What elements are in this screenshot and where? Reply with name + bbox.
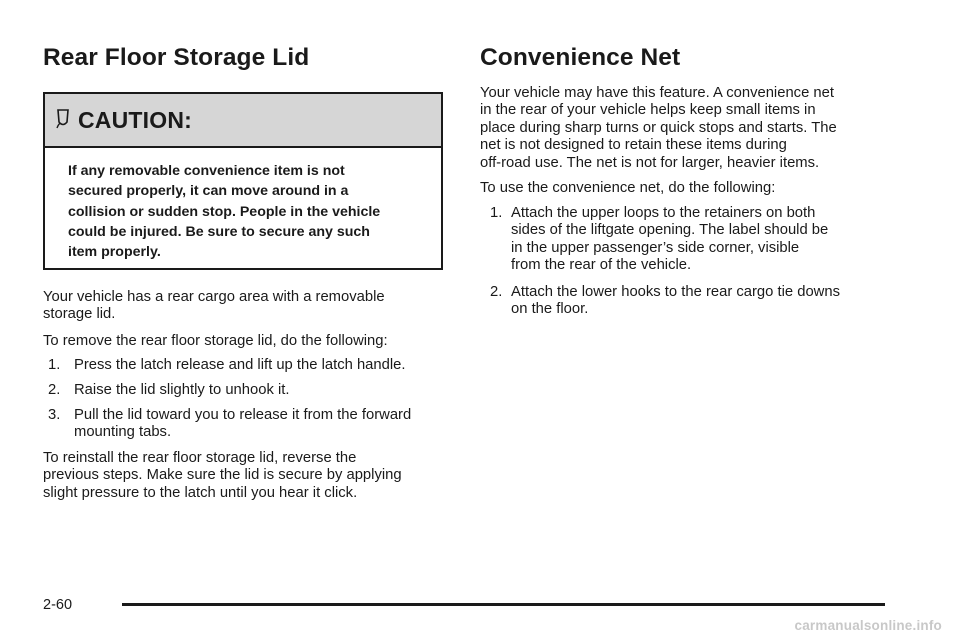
remove-lead: To remove the rear floor storage lid, do the following: xyxy=(43,333,388,349)
text-line: in the rear of your vehicle helps keep small items in xyxy=(480,102,816,119)
list-item xyxy=(490,284,890,319)
use-lead: To use the convenience net, do the following: xyxy=(480,180,776,196)
text-line: Your vehicle has a rear cargo area with a removable xyxy=(43,289,385,305)
step-text: Attach the upper loops to the retainers on both xyxy=(511,205,816,221)
caution-icon xyxy=(55,109,71,129)
footer-divider xyxy=(122,603,885,606)
list-item xyxy=(490,205,890,275)
list-item xyxy=(48,357,443,374)
step-number: 1. xyxy=(490,205,503,221)
step-text: Press the latch release and lift up the latch handle. xyxy=(74,357,406,373)
step-number: 2. xyxy=(490,284,503,300)
step-text: Pull the lid toward you to release it from the forward xyxy=(74,407,412,423)
step-text: mounting tabs. xyxy=(74,424,172,441)
caution-box xyxy=(43,92,443,270)
step-text: on the floor. xyxy=(511,301,589,318)
list-item xyxy=(48,407,448,442)
text-line: storage lid. xyxy=(43,306,116,323)
caution-line: item properly. xyxy=(68,244,161,261)
section-title-rear-floor-storage-lid: Rear Floor Storage Lid xyxy=(43,44,310,71)
step-number: 2. xyxy=(48,382,61,398)
text-line: Your vehicle may have this feature. A convenience net xyxy=(480,85,834,101)
step-text: Attach the lower hooks to the rear cargo tie downs xyxy=(511,284,840,300)
text-line: slight pressure to the latch until you hear it click. xyxy=(43,484,358,501)
page-number: 2-60 xyxy=(43,597,73,613)
text-line: off-road use. The net is not for larger, heavier items. xyxy=(480,154,820,171)
caution-line: secured properly, it can move around in a xyxy=(68,183,349,200)
text-line: To reinstall the rear floor storage lid, reverse the xyxy=(43,450,357,466)
caution-text xyxy=(45,148,441,262)
step-text: sides of the liftgate opening. The label should be xyxy=(511,222,829,239)
intro-paragraph xyxy=(43,289,385,324)
caution-header xyxy=(45,94,441,148)
reinstall-paragraph xyxy=(43,450,402,502)
text-line: place during sharp turns or quick stops and starts. The xyxy=(480,119,837,136)
section-title-convenience-net: Convenience Net xyxy=(480,44,681,71)
caution-line: could be injured. Be sure to secure any such xyxy=(68,223,370,240)
step-text: from the rear of the vehicle. xyxy=(511,257,692,274)
text-line: net is not designed to retain these items during xyxy=(480,137,787,154)
caution-label: CAUTION: xyxy=(78,106,193,133)
step-text: in the upper passenger’s side corner, visible xyxy=(511,239,800,256)
net-intro-paragraph xyxy=(480,85,837,172)
step-text: Raise the lid slightly to unhook it. xyxy=(74,382,290,398)
step-number: 1. xyxy=(48,357,61,373)
list-item xyxy=(48,382,443,399)
watermark: carmanualsonline.info xyxy=(794,618,942,633)
caution-line: collision or sudden stop. People in the vehicle xyxy=(68,203,381,220)
caution-line: If any removable convenience item is not xyxy=(68,163,345,179)
text-line: previous steps. Make sure the lid is secure by applying xyxy=(43,467,402,484)
step-number: 3. xyxy=(48,407,61,423)
